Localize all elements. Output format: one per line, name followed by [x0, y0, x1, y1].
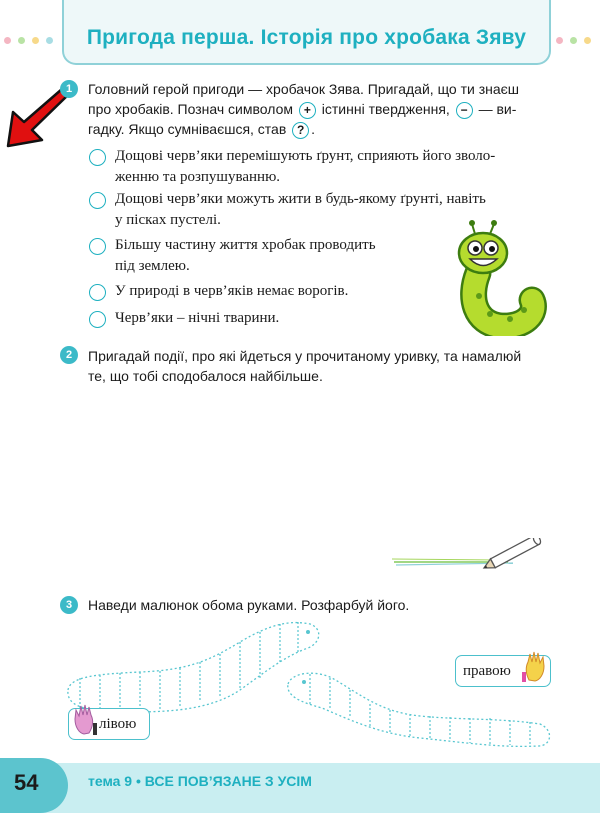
task3-instruction: Наведи малюнок обома руками. Розфарбуй його. — [88, 597, 410, 613]
right-hand-icon — [520, 650, 552, 684]
footer-topic: тема 9 • ВСЕ ПОВ’ЯЗАНЕ З УСІМ — [88, 773, 312, 789]
pencil-icon — [388, 538, 553, 574]
plus-symbol-icon: + — [299, 102, 316, 119]
decorative-dot — [4, 37, 11, 44]
task-number-1: 1 — [60, 80, 78, 98]
decorative-dot — [584, 37, 591, 44]
page-title: Пригода перша. Історія про хробака Зяву — [86, 26, 527, 49]
worm-illustration — [450, 218, 550, 336]
left-hand-label: лівою — [68, 708, 150, 740]
right-hand-label: правою — [455, 655, 551, 687]
decorative-dot — [46, 37, 53, 44]
decorative-dot — [18, 37, 25, 44]
answer-circle-2[interactable] — [89, 192, 106, 209]
question-symbol-icon: ? — [292, 122, 309, 139]
task-number-2: 2 — [60, 346, 78, 364]
page-number: 54 — [14, 770, 39, 795]
answer-circle-5[interactable] — [89, 311, 106, 328]
answer-circle-4[interactable] — [89, 284, 106, 301]
statement-5: Черв’яки – нічні тварини. — [115, 310, 280, 326]
decorative-dot — [556, 37, 563, 44]
statement-4: У природі в черв’яків немає ворогів. — [115, 283, 349, 299]
decorative-dot — [32, 37, 39, 44]
task2-instruction: Пригадай події, про які йдеться у прочитаному уривку, та намалюй те, що тобі сподобалося найбільше. — [88, 348, 522, 384]
minus-symbol-icon: − — [456, 102, 473, 119]
task1-line-2: про хробаків. Познач символом + істинні твердження, − — ви- — [88, 101, 517, 117]
task1-instruction — [88, 79, 550, 139]
statement-1: Дощові черв’яки перемішують ґрунт, сприяють його зволо- женню та розпушуванню. — [115, 148, 496, 185]
task1-line-3: гадку. Якщо сумніваєшся, став ? . — [88, 121, 316, 137]
statement-3: Більшу частину життя хробак проводить під землею. — [115, 237, 376, 274]
statement-2: Дощові черв’яки можуть жити в будь-якому ґрунті, навіть у пісках пустелі. — [115, 191, 486, 228]
decorative-dot — [570, 37, 577, 44]
left-hand-icon — [69, 703, 99, 737]
answer-circle-3[interactable] — [89, 238, 106, 255]
answer-circle-1[interactable] — [89, 149, 106, 166]
task-number-3: 3 — [60, 596, 78, 614]
task1-line-1: Головний герой пригоди — хробачок Зява. Пригадай, що ти знаєш — [88, 81, 520, 97]
